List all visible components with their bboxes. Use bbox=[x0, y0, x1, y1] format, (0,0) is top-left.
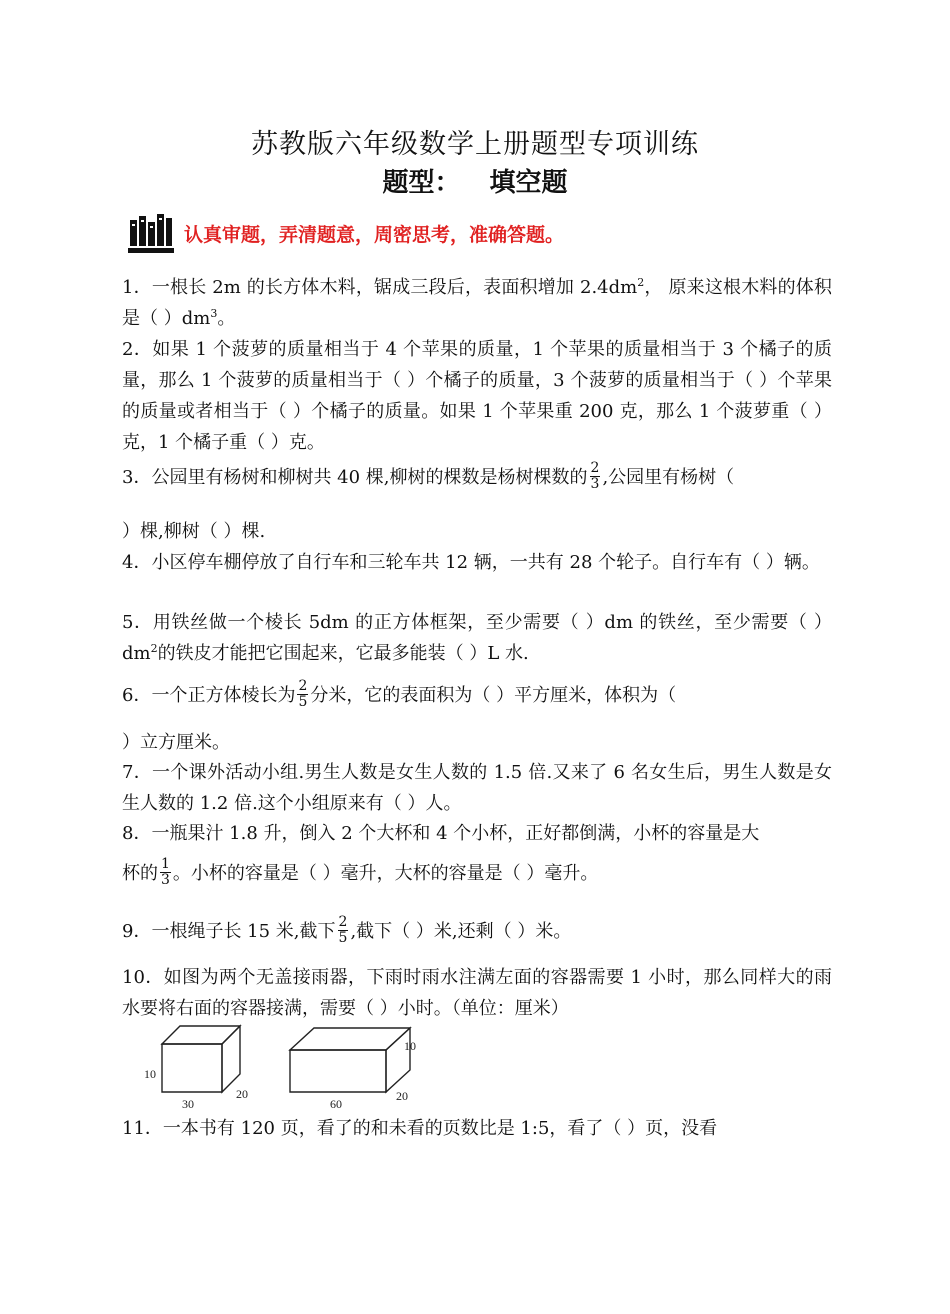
question-3 bbox=[122, 459, 832, 494]
q8-fraction-numerator: 1 bbox=[161, 855, 170, 872]
q5-text-b: 的铁皮才能把它围起来，它最多能装（ ）L 水. bbox=[157, 643, 529, 664]
q6-text-b: 分米，它的表面积为（ ）平方厘米，体积为（ bbox=[310, 685, 677, 706]
question-7: 7．一个课外活动小组.男生人数是女生人数的 1.5 倍.又来了 6 名女生后，男生人数是女生人数的 1.2 倍.这个小组原来有（ ）人。 bbox=[122, 762, 832, 814]
question-8-continued bbox=[122, 852, 832, 896]
q6-fraction-numerator: 2 bbox=[298, 677, 308, 694]
question-9 bbox=[122, 910, 832, 954]
q8-text-b: 杯的 bbox=[122, 863, 158, 884]
instruction-banner bbox=[128, 212, 564, 254]
subtitle-value: 填空题 bbox=[489, 168, 568, 198]
q8-text-c: 。小杯的容量是（ ）毫升，大杯的容量是（ ）毫升。 bbox=[172, 863, 599, 884]
q9-fraction-numerator: 2 bbox=[338, 913, 348, 930]
q6-fraction bbox=[297, 679, 308, 710]
question-5 bbox=[122, 607, 832, 669]
q5-superscript: 2 bbox=[150, 642, 158, 655]
page-subtitle bbox=[0, 162, 950, 199]
q3-fraction bbox=[590, 461, 601, 492]
q1-superscript-1: 2 bbox=[637, 276, 645, 289]
q3-text-a: 3．公园里有杨树和柳树共 40 棵,柳树的棵数是杨树棵数的 bbox=[122, 467, 588, 488]
instruction-text: 认真审题，弄清题意，周密思考，准确答题。 bbox=[184, 223, 565, 246]
question-10: 10．如图为两个无盖接雨器，下雨时雨水注满左面的容器需要 1 小时，那么同样大的雨水要将右面的容器接满，需要（ ）小时。（单位：厘米） bbox=[122, 967, 832, 1019]
q3-fraction-numerator: 2 bbox=[590, 459, 600, 476]
question-6-continued: ）立方厘米。 bbox=[122, 732, 230, 753]
rain-container-figure bbox=[140, 1020, 420, 1110]
right-box-width-label: 20 bbox=[396, 1089, 408, 1103]
q9-fraction-denominator: 5 bbox=[338, 929, 348, 946]
question-11: 11．一本书有 120 页，看了的和未看的页数比是 1:5，看了（ ）页，没看 bbox=[122, 1118, 718, 1139]
left-box-width-label: 20 bbox=[236, 1087, 248, 1101]
question-1 bbox=[122, 272, 832, 334]
left-container bbox=[162, 1026, 240, 1092]
q3-text-b: ,公园里有杨树（ bbox=[602, 467, 735, 488]
question-8 bbox=[122, 818, 832, 849]
q1-text-b: ， 原来这根木料的体积是（ ）dm bbox=[122, 277, 832, 329]
q8-fraction-denominator: 3 bbox=[161, 871, 170, 888]
books-icon bbox=[128, 212, 174, 254]
q9-text-a: 9．一根绳子长 15 米,截下 bbox=[122, 921, 336, 942]
q6-fraction-denominator: 5 bbox=[298, 693, 308, 710]
question-2: 2．如果 1 个菠萝的质量相当于 4 个苹果的质量，1 个苹果的质量相当于 3 个橘子的质量，那么 1 个菠萝的质量相当于（ ）个橘子的质量，3 个菠萝的质量相当于（ ）个苹果的质量或者相当于（ ）个橘子的质量。如果 1 个苹果重 200 克，那么 1 个菠萝重（ ）克，1 个橘子重（ ）克。 bbox=[122, 339, 832, 453]
q6-text-a: 6．一个正方体棱长为 bbox=[122, 685, 296, 706]
right-container bbox=[290, 1028, 410, 1092]
right-box-height-label: 10 bbox=[404, 1039, 416, 1053]
question-3-continued: ）棵,柳树（ ）棵. bbox=[122, 521, 266, 542]
q9-fraction bbox=[338, 915, 349, 946]
q1-superscript-2: 3 bbox=[210, 307, 218, 320]
q1-text-c: 。 bbox=[217, 308, 236, 329]
question-6 bbox=[122, 677, 832, 712]
subtitle-label: 题型： bbox=[382, 168, 461, 198]
q8-fraction bbox=[160, 857, 171, 888]
q8-text-a: 8．一瓶果汁 1.8 升，倒入 2 个大杯和 4 个小杯，正好都倒满，小杯的容量是大 bbox=[122, 823, 760, 844]
right-box-length-label: 60 bbox=[330, 1097, 342, 1110]
left-box-height-label: 10 bbox=[144, 1067, 156, 1081]
page-title: 苏教版六年级数学上册题型专项训练 bbox=[251, 129, 699, 160]
q9-text-b: ,截下（ ）米,还剩（ ）米。 bbox=[350, 921, 572, 942]
q3-fraction-denominator: 3 bbox=[590, 475, 600, 492]
q1-text-a: 1．一根长 2m 的长方体木料，锯成三段后，表面积增加 2.4dm bbox=[122, 277, 638, 298]
left-box-length-label: 30 bbox=[182, 1097, 194, 1110]
question-4: 4．小区停车棚停放了自行车和三轮车共 12 辆，一共有 28 个轮子。自行车有（ ）辆。 bbox=[122, 552, 820, 573]
q5-text-a: 5．用铁丝做一个棱长 5dm 的正方体框架，至少需要（ ）dm 的铁丝，至少需要（ ）dm bbox=[122, 612, 832, 664]
